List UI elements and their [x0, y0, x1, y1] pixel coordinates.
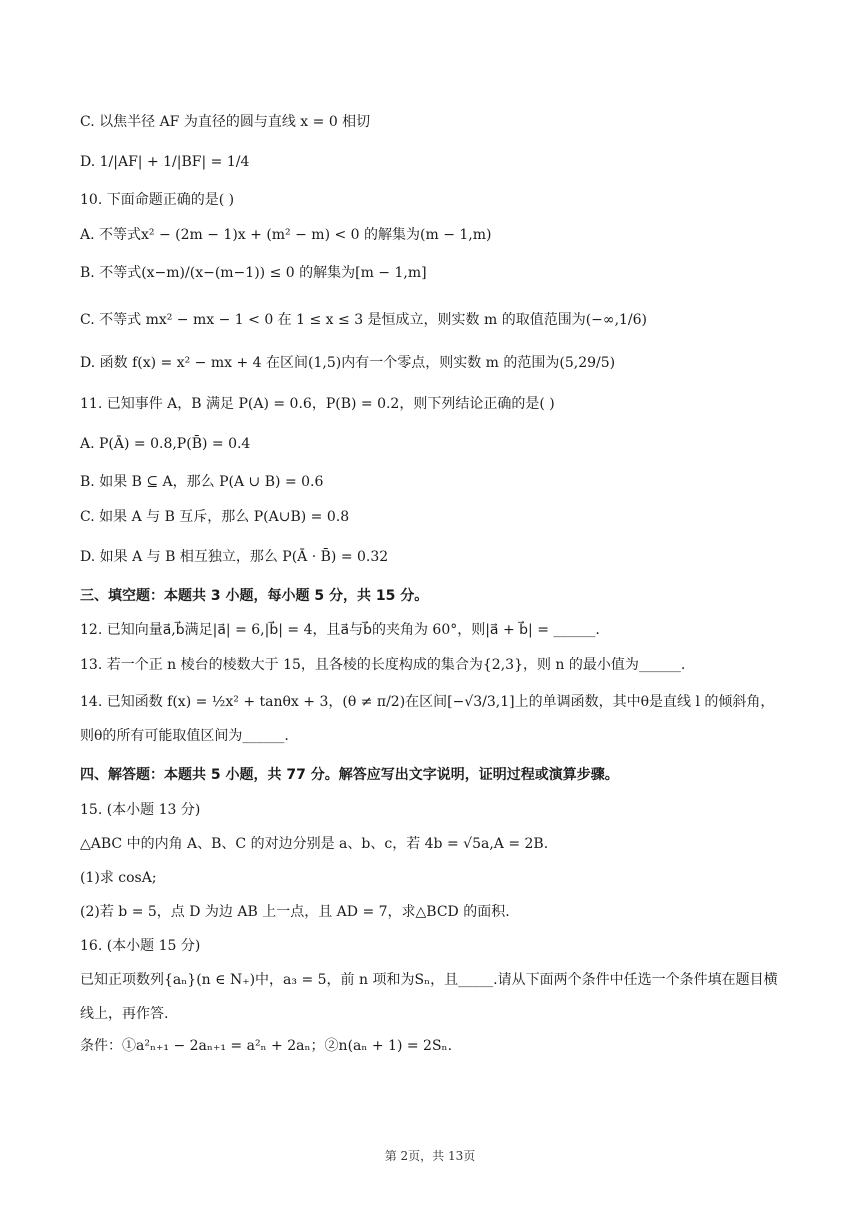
q16-stem: 已知正项数列{aₙ}(n ∈ N₊)中，a₃ = 5，前 n 项和为Sₙ，且_____.请从下面两个条件中任选一个条件填在题目横线上，再作答.	[80, 972, 778, 1022]
q11-option-b: B. 如果 B ⊆ A，那么 P(A ∪ B) = 0.6	[80, 474, 324, 490]
q15-part-2: (2)若 b = 5，点 D 为边 AB 上一点，且 AD = 7，求△BCD 的面积.	[80, 904, 510, 920]
q11-option-a: A. P(Ā) = 0.8,P(B̄) = 0.4	[80, 436, 251, 452]
q15-head: 15. (本小题 13 分)	[80, 802, 201, 818]
q10-option-c: C. 不等式 mx² − mx − 1 < 0 在 1 ≤ x ≤ 3 是恒成立，则实数 m 的取值范围为(−∞,1/6)	[80, 312, 648, 328]
q15-part-1: (1)求 cosA;	[80, 870, 157, 886]
q10-stem: 10. 下面命题正确的是( )	[80, 192, 235, 208]
section-3-heading: 三、填空题：本题共 3 小题，每小题 5 分，共 15 分。	[80, 588, 429, 604]
q10-option-a: A. 不等式x² − (2m − 1)x + (m² − m) < 0 的解集为(m − 1,m)	[80, 227, 492, 243]
page-footer: 第 2页，共 13页	[384, 1149, 476, 1163]
section-4-heading: 四、解答题：本题共 5 小题，共 77 分。解答应写出文字说明，证明过程或演算步骤。	[80, 767, 619, 783]
q16-conditions: 条件：①a²ₙ₊₁ − 2aₙ₊₁ = a²ₙ + 2aₙ；②n(aₙ + 1) = 2Sₙ.	[80, 1038, 453, 1054]
q10-option-b: B. 不等式(x−m)/(x−(m−1)) ≤ 0 的解集为[m − 1,m]	[80, 265, 427, 281]
q9-option-c: C. 以焦半径 AF 为直径的圆与直线 x = 0 相切	[80, 114, 371, 130]
q14: 14. 已知函数 f(x) = ½x² + tanθx + 3，(θ ≠ π/2)在区间[−√3/3,1]上的单调函数，其中θ是直线 l 的倾斜角，则θ的所有可能取值区间为______.	[80, 694, 775, 744]
q9-option-d: D. 1/|AF| + 1/|BF| = 1/4	[80, 154, 250, 170]
q15-stem: △ABC 中的内角 A、B、C 的对边分别是 a、b、c，若 4b = √5a,A = 2B.	[80, 836, 549, 852]
q16-head: 16. (本小题 15 分)	[80, 938, 201, 954]
q12: 12. 已知向量a⃗,b⃗满足|a⃗| = 6,|b⃗| = 4，且a⃗与b⃗的夹角为 60°，则|a⃗ + b⃗| = ______.	[80, 622, 600, 638]
q11-stem: 11. 已知事件 A，B 满足 P(A) = 0.6，P(B) = 0.2，则下列结论正确的是( )	[80, 396, 555, 412]
q13: 13. 若一个正 n 棱台的棱数大于 15，且各棱的长度构成的集合为{2,3}，则 n 的最小值为______.	[80, 657, 686, 673]
q11-option-d: D. 如果 A 与 B 相互独立，那么 P(Ā · B̄) = 0.32	[80, 549, 389, 565]
q10-option-d: D. 函数 f(x) = x² − mx + 4 在区间(1,5)内有一个零点，则实数 m 的范围为(5,29/5)	[80, 355, 616, 371]
q11-option-c: C. 如果 A 与 B 互斥，那么 P(A∪B) = 0.8	[80, 509, 350, 525]
